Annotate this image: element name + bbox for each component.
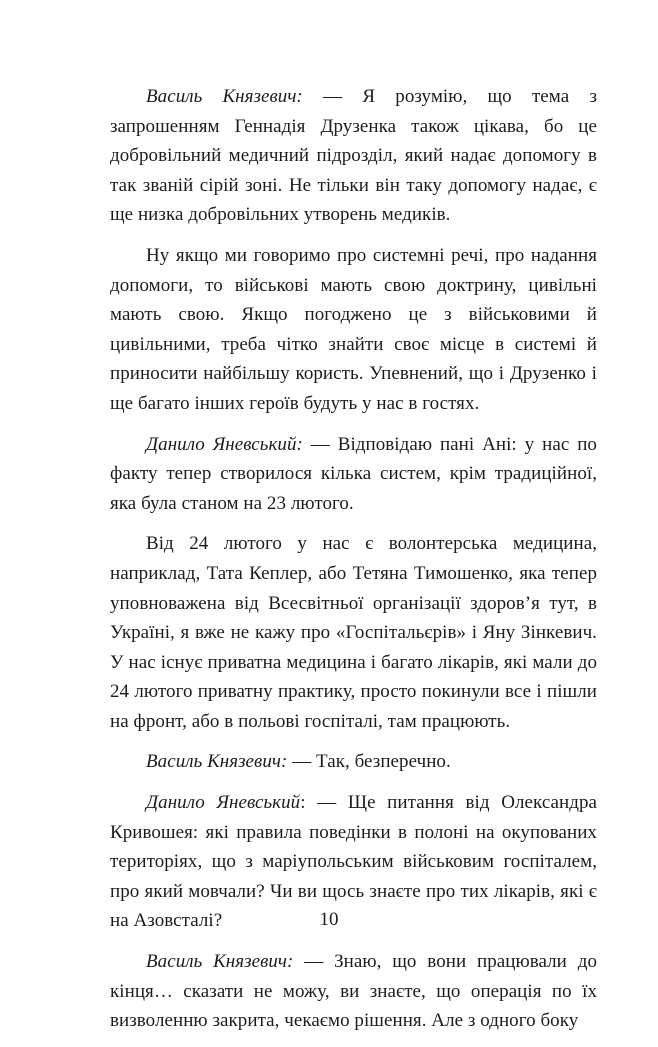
speaker-name: Василь Князевич: <box>146 951 294 973</box>
page-number: 10 <box>319 909 339 930</box>
paragraph <box>110 82 597 230</box>
speaker-name: Василь Князевич: <box>146 751 288 773</box>
paragraph <box>110 747 597 777</box>
paragraph-text: Ну якщо ми говоримо про системні речі, про надання допомоги, то військові мають свою доктрину, цивільні мають свою. Якщо погоджено це з військовими й цивільними, треба чітко знайти своє місце в системі й приносити найбільшу користь. Упевнений, що і Друзенко і ще багато інших героїв будуть у нас в гостях. <box>110 244 597 414</box>
paragraph-text: — Відповідаю пані Ані: у нас по факту тепер створилося кілька систем, крім традиційної, яка була станом на 23 лютого. <box>110 433 597 514</box>
paragraph-text: — Я розумію, що тема з запрошенням Геннадія Друзенка також цікава, бо це добровільний медичний підрозділ, який надає допомогу в так званій сірій зоні. Не тільки він таку допомогу надає, є ще низка добровільних утворень медиків. <box>110 86 597 226</box>
speaker-name: Василь Князевич: <box>146 86 303 107</box>
paragraph-text: — Знаю, що вони працювали до кінця… сказати не можу, ви знаєте, що операція по їх визволенню закрита, чекаємо рішення. Але з одного боку <box>110 951 597 1032</box>
paragraph <box>110 529 597 736</box>
paragraph <box>110 241 597 419</box>
book-page-text <box>110 82 597 1047</box>
paragraph <box>110 430 597 519</box>
paragraph-text: — Так, безперечно. <box>287 751 451 773</box>
paragraph <box>110 947 597 1036</box>
speaker-name: Данило Яневський: <box>146 433 303 455</box>
speaker-name: Данило Яневський <box>146 792 301 814</box>
paragraph-text: Від 24 лютого у нас є волонтерська медицина, наприклад, Тата Кеплер, або Тетяна Тимошенко, яка тепер уповноважена від Всесвітньої організації здоров’я тут, в Україні, я вже не кажу про «Госпітальєрів» і Яну Зінкевич. У нас існує приватна медицина і багато лікарів, які мали до 24 лютого приватну практику, просто покинули все і пішли на фронт, або в польові госпіталі, там працюють. <box>110 533 597 732</box>
paragraph-text: : — Ще питання від Олександра Кривошея: які правила поведінки в полоні на окупованих територіях, що з маріупольським військовим госпіталем, про який мовчали? Чи ви щось знаєте про тих лікарів, які є на Азовсталі? <box>110 792 597 932</box>
